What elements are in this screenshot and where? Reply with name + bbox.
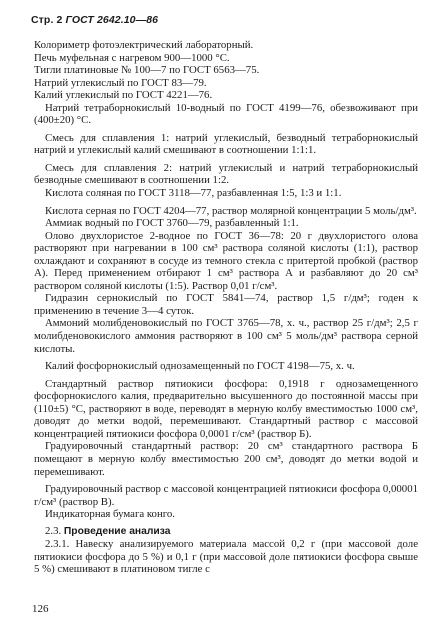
paragraph-standard-solution: Стандартный раствор пятиокиси фосфора: 0,1918 г однозамещенного фосфорнокислого калия, предварительно высушенного до постоянной массы при (110±5) °С, растворяют в воде, переводят в мерную колбу вместимостью 1000 см³, доводят до метки водой, перемешивают. Стандартный раствор с массовой концентрацией пятиокиси фосфора 0,0001 г/см³ (раствор Б). — [34, 377, 418, 440]
body-text — [34, 39, 418, 576]
section-number: 2.3. — [45, 524, 62, 537]
paragraph-sodium-carbonate: Натрий углекислый по ГОСТ 83—79. — [34, 76, 207, 89]
paragraph-clause-2-3-1: 2.3.1. Навеску анализируемого материала массой 0,2 г (при массовой доле пятиокиси фосфора до 5 %) и 0,1 г (при массовой доле пятиокиси фосфора свыше 5 %) смешивают в платиновом тигле с — [34, 538, 418, 576]
paragraph-muffle-furnace: Печь муфельная с нагревом 900—1000 °С. — [34, 51, 230, 64]
paragraph-platinum-crucibles: Тигли платиновые № 100—7 по ГОСТ 6563—75. — [34, 64, 260, 77]
paragraph-hydrochloric-acid: Кислота соляная по ГОСТ 3118—77, разбавленная 1:5, 1:3 и 1:1. — [45, 187, 342, 200]
paragraph-calibration-standard: Градуировочный стандартный раствор: 20 см³ стандартного раствора Б помещают в мерную колбу вместимостью 200 см³, доводят до метки водой и перемешивают. — [34, 440, 418, 478]
paragraph-tin-chloride: Олово двухлористое 2-водное по ГОСТ 36—78: 20 г двухлористого олова растворяют при нагревании в 100 см³ раствора соляной кислоты (1:1), раствор охлаждают и сохраняют в сосуде из темного стекла с притертой пробкой (раствор А). Перед применением отбирают 1 см³ раствора А и разбавляют до 20 см³ раствором соляной кислоты (1:5). Раствор 0,01 г/см³. — [34, 229, 418, 292]
page-header — [31, 14, 158, 26]
paragraph-potassium-carbonate: Калий углекислый по ГОСТ 4221—76. — [34, 89, 213, 102]
page-number: 126 — [32, 603, 49, 615]
paragraph-fusion-mixture-1: Смесь для сплавления 1: натрий углекислый, безводный тетраборнокислый натрий и углекислый калий смешивают в соотношении 1:1:1. — [34, 131, 418, 157]
paragraph-ammonium-molybdate: Аммоний молибденовокислый по ГОСТ 3765—78, х. ч., раствор 25 г/дм³; 2,5 г молибденовокислого аммония растворяют в 100 см³ 5 моль/дм³ раствора серной кислоты. — [34, 317, 418, 355]
paragraph-hydrazine-sulfate: Гидразин сернокислый по ГОСТ 5841—74, раствор 1,5 г/дм³; годен к применению в течение 3—4 суток. — [34, 292, 418, 317]
paragraph-calibration-solution: Градуировочный раствор с массовой концентрацией пятиокиси фосфора 0,00001 г/см³ (раствор В). — [34, 483, 418, 508]
paragraph-congo-paper: Индикаторная бумага конго. — [45, 508, 175, 521]
paragraph-ammonia: Аммиак водный по ГОСТ 3760—79, разбавленный 1:1. — [45, 217, 299, 230]
paragraph-potassium-phosphate: Калий фосфорнокислый однозамещенный по ГОСТ 4198—75, х. ч. — [45, 360, 355, 373]
page-label: Стр. 2 — [31, 14, 63, 26]
paragraph-sulfuric-acid: Кислота серная по ГОСТ 4204—77, раствор молярной концентрации 5 моль/дм³. — [45, 204, 417, 217]
standard-designation: ГОСТ 2642.10—86 — [65, 14, 159, 26]
paragraph-fusion-mixture-2: Смесь для сплавления 2: натрий углекислый и натрий тетраборнокислый безводные смешивают в соотношении 1:2. — [34, 161, 418, 187]
section-title: Проведение анализа — [63, 525, 171, 537]
paragraph-colorimeter: Колориметр фотоэлектрический лабораторный. — [34, 39, 254, 51]
section-heading — [34, 525, 418, 539]
paragraph-sodium-tetraborate: Натрий тетраборнокислый 10-водный по ГОСТ 4199—76, обезвоживают при (400±20) °С. — [34, 101, 418, 127]
